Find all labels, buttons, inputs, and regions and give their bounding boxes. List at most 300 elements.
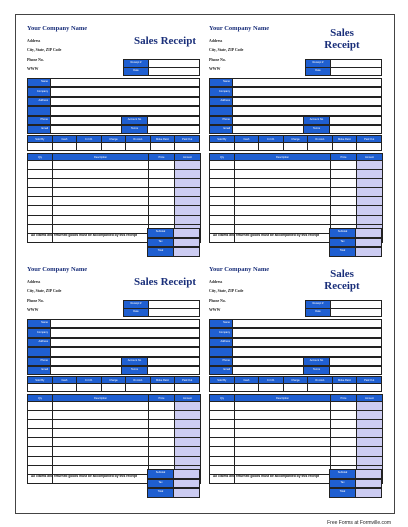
terms-field[interactable] bbox=[329, 366, 382, 375]
payment-method-cell[interactable] bbox=[175, 143, 200, 151]
payment-method-header: Sold By bbox=[210, 136, 235, 143]
qty-cell[interactable] bbox=[28, 188, 53, 197]
description-cell[interactable] bbox=[235, 429, 331, 438]
terms-label: Terms bbox=[303, 366, 330, 375]
description-cell[interactable] bbox=[53, 420, 149, 429]
amount-cell[interactable] bbox=[357, 215, 383, 224]
payment-method-header: C.O.D. bbox=[77, 136, 102, 143]
payment-method-header: C.O.D. bbox=[259, 377, 284, 384]
table-row bbox=[210, 447, 383, 456]
amount-cell[interactable] bbox=[357, 197, 383, 206]
terms-field[interactable] bbox=[147, 125, 200, 134]
payment-method-cell[interactable] bbox=[150, 384, 175, 392]
qty-cell[interactable] bbox=[210, 411, 235, 420]
city-state-zip-label: City, State, ZIP Code bbox=[27, 289, 62, 293]
table-row bbox=[28, 447, 201, 456]
total-label: Total bbox=[329, 247, 356, 257]
qty-cell[interactable] bbox=[28, 456, 53, 465]
line-item-header: Amount bbox=[357, 154, 383, 161]
account-number-label: Account No bbox=[121, 357, 148, 366]
price-cell[interactable] bbox=[331, 438, 357, 447]
payment-method-table bbox=[209, 135, 382, 155]
subtotal-label: Subtotal bbox=[147, 228, 174, 238]
description-cell[interactable] bbox=[235, 402, 331, 411]
description-cell[interactable] bbox=[235, 465, 331, 474]
table-row bbox=[210, 188, 383, 197]
customer-field-input[interactable] bbox=[232, 87, 382, 96]
price-cell[interactable] bbox=[331, 420, 357, 429]
price-cell[interactable] bbox=[331, 215, 357, 224]
description-cell[interactable] bbox=[235, 188, 331, 197]
customer-field-input[interactable] bbox=[232, 78, 382, 87]
description-cell[interactable] bbox=[235, 170, 331, 179]
customer-field-label bbox=[209, 347, 233, 356]
table-row bbox=[210, 215, 383, 224]
price-cell[interactable] bbox=[331, 206, 357, 215]
description-cell[interactable] bbox=[235, 456, 331, 465]
qty-cell[interactable] bbox=[28, 215, 53, 224]
price-cell[interactable] bbox=[149, 429, 175, 438]
price-cell[interactable] bbox=[149, 197, 175, 206]
company-name: Your Company Name bbox=[27, 25, 88, 32]
price-cell[interactable] bbox=[149, 456, 175, 465]
description-cell[interactable] bbox=[235, 161, 331, 170]
payment-method-header: Sold By bbox=[28, 136, 53, 143]
customer-field-input[interactable] bbox=[50, 87, 200, 96]
payment-method-header: On Acct. bbox=[308, 377, 333, 384]
customer-field-label: Phone bbox=[27, 116, 51, 125]
table-row bbox=[210, 179, 383, 188]
receipt-number-label: Receipt # bbox=[123, 59, 149, 68]
terms-label: Terms bbox=[121, 125, 148, 134]
qty-cell[interactable] bbox=[28, 447, 53, 456]
description-cell[interactable] bbox=[53, 170, 149, 179]
customer-field-label: Company bbox=[209, 87, 233, 96]
qty-cell[interactable] bbox=[28, 420, 53, 429]
table-row bbox=[210, 411, 383, 420]
customer-field-label bbox=[27, 106, 51, 115]
qty-cell[interactable] bbox=[28, 429, 53, 438]
account-number-field[interactable] bbox=[329, 357, 382, 366]
table-row bbox=[28, 438, 201, 447]
amount-cell[interactable] bbox=[357, 456, 383, 465]
sales-receipt bbox=[24, 263, 200, 503]
amount-cell[interactable] bbox=[357, 188, 383, 197]
payment-method-header: Paid Out bbox=[357, 136, 382, 143]
description-cell[interactable] bbox=[53, 197, 149, 206]
table-row bbox=[210, 429, 383, 438]
table-row bbox=[28, 411, 201, 420]
line-item-header: Description bbox=[53, 154, 149, 161]
description-cell[interactable] bbox=[53, 465, 149, 474]
customer-field-input[interactable] bbox=[50, 357, 122, 366]
customer-field-label: Address bbox=[27, 97, 51, 106]
line-item-header: Price bbox=[149, 395, 175, 402]
description-cell[interactable] bbox=[53, 438, 149, 447]
amount-cell[interactable] bbox=[175, 170, 201, 179]
account-number-label: Account No bbox=[303, 116, 330, 125]
company-name: Your Company Name bbox=[27, 266, 88, 273]
amount-cell[interactable] bbox=[175, 215, 201, 224]
payment-method-cell[interactable] bbox=[28, 143, 53, 151]
description-cell[interactable] bbox=[53, 161, 149, 170]
description-cell[interactable] bbox=[53, 456, 149, 465]
payment-method-cell[interactable] bbox=[357, 384, 382, 392]
payment-method-cell[interactable] bbox=[175, 384, 200, 392]
price-cell[interactable] bbox=[331, 429, 357, 438]
customer-field-input[interactable] bbox=[232, 97, 382, 106]
payment-method-cell[interactable] bbox=[283, 384, 308, 392]
subtotal-field[interactable] bbox=[173, 469, 200, 479]
price-cell[interactable] bbox=[149, 411, 175, 420]
amount-cell[interactable] bbox=[357, 420, 383, 429]
customer-field-input[interactable] bbox=[50, 338, 200, 347]
qty-cell[interactable] bbox=[210, 429, 235, 438]
amount-cell[interactable] bbox=[175, 447, 201, 456]
description-cell[interactable] bbox=[235, 438, 331, 447]
total-label: Total bbox=[329, 488, 356, 498]
qty-cell[interactable] bbox=[210, 161, 235, 170]
price-cell[interactable] bbox=[331, 161, 357, 170]
payment-method-header: Mdse Retd. bbox=[150, 377, 175, 384]
total-field[interactable] bbox=[355, 488, 382, 498]
tax-label: Tax bbox=[147, 238, 174, 248]
amount-cell[interactable] bbox=[175, 420, 201, 429]
qty-cell[interactable] bbox=[28, 402, 53, 411]
line-item-header: Description bbox=[235, 154, 331, 161]
subtotal-label: Subtotal bbox=[329, 469, 356, 479]
payment-method-cell[interactable] bbox=[150, 143, 175, 151]
qty-cell[interactable] bbox=[210, 402, 235, 411]
table-row bbox=[210, 438, 383, 447]
payment-method-header: Cash bbox=[52, 136, 77, 143]
customer-field-input[interactable] bbox=[50, 116, 122, 125]
customer-field-label: Address bbox=[27, 338, 51, 347]
qty-cell[interactable] bbox=[210, 188, 235, 197]
payment-method-cell[interactable] bbox=[259, 143, 284, 151]
amount-cell[interactable] bbox=[175, 188, 201, 197]
price-cell[interactable] bbox=[331, 456, 357, 465]
qty-cell[interactable] bbox=[28, 170, 53, 179]
description-cell[interactable] bbox=[53, 206, 149, 215]
table-row bbox=[210, 206, 383, 215]
customer-field-input[interactable] bbox=[232, 357, 304, 366]
payment-method-header: On Acct. bbox=[308, 136, 333, 143]
date-field[interactable] bbox=[330, 67, 382, 76]
table-row bbox=[28, 179, 201, 188]
price-cell[interactable] bbox=[331, 447, 357, 456]
account-number-label: Account No bbox=[121, 116, 148, 125]
table-row bbox=[210, 197, 383, 206]
price-cell[interactable] bbox=[149, 188, 175, 197]
payment-method-cell[interactable] bbox=[210, 143, 235, 151]
payment-method-table bbox=[209, 376, 382, 396]
date-field[interactable] bbox=[148, 308, 200, 317]
table-row bbox=[210, 456, 383, 465]
description-cell[interactable] bbox=[235, 206, 331, 215]
account-number-field[interactable] bbox=[147, 116, 200, 125]
payment-method-header: Charge bbox=[283, 136, 308, 143]
customer-field-input[interactable] bbox=[232, 347, 382, 356]
company-name: Your Company Name bbox=[209, 266, 270, 273]
claims-notice: All claims and returned goods must be accompanied by this receipt bbox=[30, 233, 138, 237]
customer-field-input[interactable] bbox=[232, 125, 304, 134]
customer-field-input[interactable] bbox=[232, 338, 382, 347]
payment-method-cell[interactable] bbox=[101, 384, 126, 392]
account-number-label: Account No bbox=[303, 357, 330, 366]
qty-cell[interactable] bbox=[210, 465, 235, 474]
line-item-header: Amount bbox=[357, 395, 383, 402]
customer-field-input[interactable] bbox=[232, 116, 304, 125]
line-item-header: Qty bbox=[28, 154, 53, 161]
line-item-header: Qty bbox=[28, 395, 53, 402]
line-item-header: Amount bbox=[175, 395, 201, 402]
customer-field-label: Email bbox=[209, 366, 233, 375]
table-row bbox=[28, 420, 201, 429]
payment-method-cell[interactable] bbox=[357, 143, 382, 151]
description-cell[interactable] bbox=[235, 420, 331, 429]
tax-field[interactable] bbox=[173, 479, 200, 489]
customer-field-label: Company bbox=[209, 328, 233, 337]
amount-cell[interactable] bbox=[175, 206, 201, 215]
price-cell[interactable] bbox=[149, 402, 175, 411]
description-cell[interactable] bbox=[235, 179, 331, 188]
price-cell[interactable] bbox=[331, 411, 357, 420]
price-cell[interactable] bbox=[331, 188, 357, 197]
amount-cell[interactable] bbox=[175, 411, 201, 420]
line-item-header: Price bbox=[149, 154, 175, 161]
price-cell[interactable] bbox=[149, 438, 175, 447]
customer-field-input[interactable] bbox=[50, 106, 200, 115]
qty-cell[interactable] bbox=[28, 179, 53, 188]
payment-method-cell[interactable] bbox=[234, 384, 259, 392]
payment-method-header: Sold By bbox=[28, 377, 53, 384]
payment-method-cell[interactable] bbox=[101, 143, 126, 151]
description-cell[interactable] bbox=[53, 188, 149, 197]
payment-method-cell[interactable] bbox=[283, 143, 308, 151]
customer-field-input[interactable] bbox=[50, 97, 200, 106]
qty-cell[interactable] bbox=[28, 197, 53, 206]
qty-cell[interactable] bbox=[28, 161, 53, 170]
www-label: WWW bbox=[209, 308, 221, 312]
amount-cell[interactable] bbox=[175, 456, 201, 465]
payment-method-header: Sold By bbox=[210, 377, 235, 384]
price-cell[interactable] bbox=[331, 170, 357, 179]
customer-field-input[interactable] bbox=[232, 366, 304, 375]
total-field[interactable] bbox=[173, 488, 200, 498]
tax-field[interactable] bbox=[355, 238, 382, 248]
www-label: WWW bbox=[27, 67, 39, 71]
qty-cell[interactable] bbox=[28, 206, 53, 215]
payment-method-header: Cash bbox=[52, 377, 77, 384]
receipt-title: Sales Receipt bbox=[324, 27, 360, 51]
description-cell[interactable] bbox=[53, 215, 149, 224]
customer-field-label: Phone bbox=[209, 116, 233, 125]
address-label: Address bbox=[209, 280, 223, 284]
table-row bbox=[28, 215, 201, 224]
price-cell[interactable] bbox=[149, 179, 175, 188]
description-cell[interactable] bbox=[235, 224, 331, 233]
amount-cell[interactable] bbox=[357, 447, 383, 456]
amount-cell[interactable] bbox=[357, 402, 383, 411]
qty-cell[interactable] bbox=[210, 438, 235, 447]
amount-cell[interactable] bbox=[357, 438, 383, 447]
amount-cell[interactable] bbox=[175, 161, 201, 170]
payment-method-cell[interactable] bbox=[308, 143, 333, 151]
table-row bbox=[28, 188, 201, 197]
amount-cell[interactable] bbox=[175, 438, 201, 447]
qty-cell[interactable] bbox=[28, 465, 53, 474]
price-cell[interactable] bbox=[149, 215, 175, 224]
customer-field-label: Email bbox=[209, 125, 233, 134]
description-cell[interactable] bbox=[235, 411, 331, 420]
price-cell[interactable] bbox=[149, 170, 175, 179]
description-cell[interactable] bbox=[53, 411, 149, 420]
qty-cell[interactable] bbox=[210, 179, 235, 188]
qty-cell[interactable] bbox=[28, 411, 53, 420]
amount-cell[interactable] bbox=[357, 411, 383, 420]
qty-cell[interactable] bbox=[28, 438, 53, 447]
payment-method-header: C.O.D. bbox=[259, 136, 284, 143]
amount-cell[interactable] bbox=[357, 206, 383, 215]
payment-method-cell[interactable] bbox=[210, 384, 235, 392]
price-cell[interactable] bbox=[331, 402, 357, 411]
payment-method-cell[interactable] bbox=[259, 384, 284, 392]
tax-label: Tax bbox=[329, 479, 356, 489]
sales-receipt bbox=[206, 22, 382, 262]
payment-method-header: Charge bbox=[101, 377, 126, 384]
customer-field-label: Email bbox=[27, 125, 51, 134]
customer-field-label: Company bbox=[27, 328, 51, 337]
qty-cell[interactable] bbox=[210, 215, 235, 224]
amount-cell[interactable] bbox=[175, 402, 201, 411]
payment-method-cell[interactable] bbox=[308, 384, 333, 392]
payment-method-table bbox=[27, 135, 200, 155]
customer-field-input[interactable] bbox=[50, 366, 122, 375]
payment-method-header: Mdse Retd. bbox=[332, 377, 357, 384]
date-field[interactable] bbox=[330, 308, 382, 317]
price-cell[interactable] bbox=[149, 447, 175, 456]
qty-cell[interactable] bbox=[210, 420, 235, 429]
amount-cell[interactable] bbox=[357, 429, 383, 438]
date-field[interactable] bbox=[148, 67, 200, 76]
customer-field-input[interactable] bbox=[232, 319, 382, 328]
price-cell[interactable] bbox=[331, 179, 357, 188]
qty-cell[interactable] bbox=[210, 224, 235, 233]
terms-field[interactable] bbox=[329, 125, 382, 134]
customer-field-input[interactable] bbox=[50, 125, 122, 134]
price-cell[interactable] bbox=[149, 420, 175, 429]
address-label: Address bbox=[209, 39, 223, 43]
amount-cell[interactable] bbox=[175, 197, 201, 206]
qty-cell[interactable] bbox=[210, 447, 235, 456]
receipt-title: Sales Receipt bbox=[133, 276, 196, 288]
subtotal-field[interactable] bbox=[173, 228, 200, 238]
payment-method-header: C.O.D. bbox=[77, 377, 102, 384]
description-cell[interactable] bbox=[53, 447, 149, 456]
tax-field[interactable] bbox=[173, 238, 200, 248]
payment-method-cell[interactable] bbox=[77, 384, 102, 392]
terms-field[interactable] bbox=[147, 366, 200, 375]
phone-label: Phone No. bbox=[209, 299, 226, 303]
description-cell[interactable] bbox=[235, 197, 331, 206]
description-cell[interactable] bbox=[235, 215, 331, 224]
table-row bbox=[210, 402, 383, 411]
description-cell[interactable] bbox=[235, 447, 331, 456]
receipt-number-label: Receipt # bbox=[123, 300, 149, 309]
customer-field-label: Address bbox=[209, 338, 233, 347]
payment-method-header: Cash bbox=[234, 136, 259, 143]
customer-field-input[interactable] bbox=[50, 319, 200, 328]
customer-field-input[interactable] bbox=[232, 106, 382, 115]
qty-cell[interactable] bbox=[28, 224, 53, 233]
customer-field-input[interactable] bbox=[50, 328, 200, 337]
payment-method-cell[interactable] bbox=[52, 143, 77, 151]
receipt-number-label: Receipt # bbox=[305, 59, 331, 68]
customer-field-label: Name bbox=[27, 78, 51, 87]
table-row bbox=[28, 170, 201, 179]
price-cell[interactable] bbox=[331, 197, 357, 206]
total-field[interactable] bbox=[355, 247, 382, 257]
amount-cell[interactable] bbox=[357, 179, 383, 188]
payment-method-cell[interactable] bbox=[52, 384, 77, 392]
amount-cell[interactable] bbox=[175, 179, 201, 188]
qty-cell[interactable] bbox=[210, 197, 235, 206]
payment-method-cell[interactable] bbox=[28, 384, 53, 392]
claims-notice: All claims and returned goods must be accompanied by this receipt bbox=[212, 474, 320, 478]
amount-cell[interactable] bbox=[357, 170, 383, 179]
price-cell[interactable] bbox=[149, 161, 175, 170]
description-cell[interactable] bbox=[53, 224, 149, 233]
payment-method-header: Charge bbox=[101, 136, 126, 143]
total-field[interactable] bbox=[173, 247, 200, 257]
payment-method-cell[interactable] bbox=[332, 384, 357, 392]
account-number-field[interactable] bbox=[329, 116, 382, 125]
customer-field-input[interactable] bbox=[232, 328, 382, 337]
payment-method-cell[interactable] bbox=[77, 143, 102, 151]
city-state-zip-label: City, State, ZIP Code bbox=[209, 48, 244, 52]
payment-method-cell[interactable] bbox=[332, 143, 357, 151]
date-label: Date bbox=[123, 308, 149, 317]
sales-receipt bbox=[24, 22, 200, 262]
payment-method-header: Mdse Retd. bbox=[332, 136, 357, 143]
customer-field-label: Email bbox=[27, 366, 51, 375]
payment-method-cell[interactable] bbox=[234, 143, 259, 151]
customer-field-input[interactable] bbox=[50, 78, 200, 87]
price-cell[interactable] bbox=[149, 206, 175, 215]
qty-cell[interactable] bbox=[210, 206, 235, 215]
qty-cell[interactable] bbox=[210, 170, 235, 179]
description-cell[interactable] bbox=[53, 429, 149, 438]
payment-method-cell[interactable] bbox=[126, 384, 151, 392]
description-cell[interactable] bbox=[53, 402, 149, 411]
qty-cell[interactable] bbox=[210, 456, 235, 465]
payment-method-header: Charge bbox=[283, 377, 308, 384]
description-cell[interactable] bbox=[53, 179, 149, 188]
customer-field-label: Name bbox=[209, 78, 233, 87]
customer-field-input[interactable] bbox=[50, 347, 200, 356]
subtotal-field[interactable] bbox=[355, 228, 382, 238]
amount-cell[interactable] bbox=[175, 429, 201, 438]
customer-field-label: Phone bbox=[209, 357, 233, 366]
tax-label: Tax bbox=[329, 238, 356, 248]
account-number-field[interactable] bbox=[147, 357, 200, 366]
amount-cell[interactable] bbox=[357, 161, 383, 170]
payment-method-cell[interactable] bbox=[126, 143, 151, 151]
customer-field-label bbox=[209, 106, 233, 115]
subtotal-field[interactable] bbox=[355, 469, 382, 479]
tax-field[interactable] bbox=[355, 479, 382, 489]
